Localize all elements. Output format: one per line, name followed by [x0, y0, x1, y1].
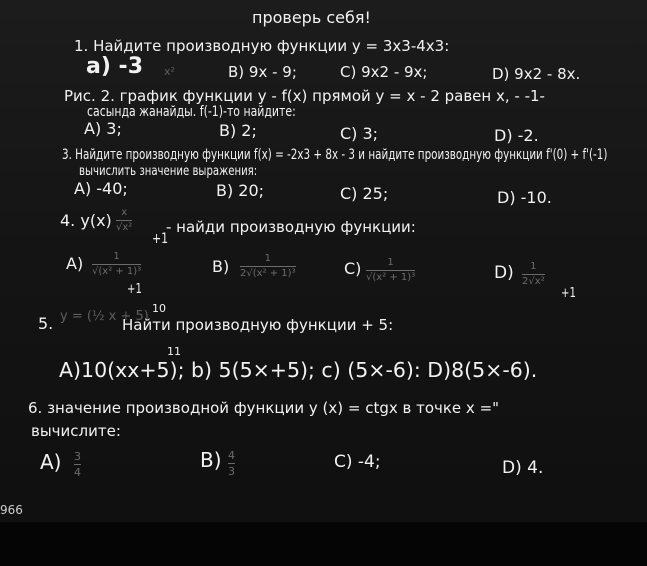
q6-text-line2: вычислите:: [31, 422, 121, 440]
q3-text-line2: вычислить значение выражения:: [79, 164, 258, 179]
q6-option-a-fraction: 3 4: [74, 450, 81, 479]
q5-superscript: 10: [152, 302, 166, 315]
q6-option-b-fraction: 4 3: [228, 449, 235, 478]
q4-option-c: C): [344, 259, 362, 278]
q4-option-a-plus1: +1: [127, 282, 142, 297]
q5-faint-expression: y = (½ x + 5): [60, 309, 149, 324]
q1-text: 1. Найдите производную функции y = 3x3-4x3:: [74, 37, 450, 55]
q5-lead: 5.: [38, 314, 54, 333]
q6-option-b: B): [200, 448, 222, 472]
worksheet-title: проверь себя!: [252, 8, 371, 27]
q4-text: - найди производную функции:: [166, 218, 416, 236]
q4-option-b: B): [212, 257, 230, 276]
q4-option-d: D): [494, 263, 514, 283]
q1-option-d: D) 9x2 - 8x.: [492, 65, 581, 83]
q2-text-line1: Рис. 2. график функции y - f(x) прямой y = x - 2 равен x, - -1-: [64, 87, 545, 105]
q2-option-b: B) 2;: [219, 121, 257, 140]
q4-option-b-fraction: 1 2√(x² + 1)³: [240, 253, 296, 279]
q1-faint-mark: x²: [164, 65, 175, 78]
q3-option-b: B) 20;: [216, 181, 265, 200]
q4-lead: 4. y(x): [60, 211, 112, 230]
q4-plus1: +1: [152, 231, 169, 247]
q4-option-d-plus1: +1: [561, 286, 576, 301]
q6-option-d: D) 4.: [502, 458, 544, 478]
q4-option-d-fraction: 1 2√x²: [522, 261, 545, 287]
q4-fraction-mark: x √x²: [116, 207, 133, 233]
q2-option-d: D) -2.: [494, 126, 539, 145]
q3-option-c: C) 25;: [340, 184, 389, 203]
q2-option-c: C) 3;: [340, 124, 379, 143]
q2-option-a: A) 3;: [84, 119, 122, 138]
q5-answers: A)10(xx+5); b) 5(5×+5); c) (5×-6): D)8(5×-6).: [59, 358, 538, 382]
q3-text-line1: 3. Найдите производную функции f(x) = -2x3 + 8x - 3 и найдите производную функции f'(0) + f'(-1): [62, 147, 608, 163]
q5-superscript-2: 11: [167, 345, 181, 358]
q1-option-b: B) 9x - 9;: [228, 63, 297, 81]
page-number: 966: [0, 503, 23, 517]
q6-text-line1: 6. значение производной функции y (x) = ctgx в точке x =": [28, 399, 500, 417]
q1-option-a: а) -3: [86, 54, 143, 79]
q3-option-a: A) -40;: [74, 179, 128, 198]
q6-option-c: C) -4;: [334, 452, 381, 472]
q6-option-a: A): [40, 450, 62, 474]
q4-option-c-fraction: 1 √(x² + 1)³: [366, 257, 416, 283]
q5-text: Найти производную функции + 5:: [122, 316, 394, 334]
q4-option-a: A): [66, 254, 84, 273]
q3-option-d: D) -10.: [497, 188, 552, 207]
q2-text-line2: сасында жанайды. f(-1)-то найдите:: [87, 104, 296, 120]
q4-option-a-fraction: 1 √(x² + 1)³: [92, 251, 142, 277]
q1-option-c: C) 9x2 - 9x;: [340, 63, 428, 81]
